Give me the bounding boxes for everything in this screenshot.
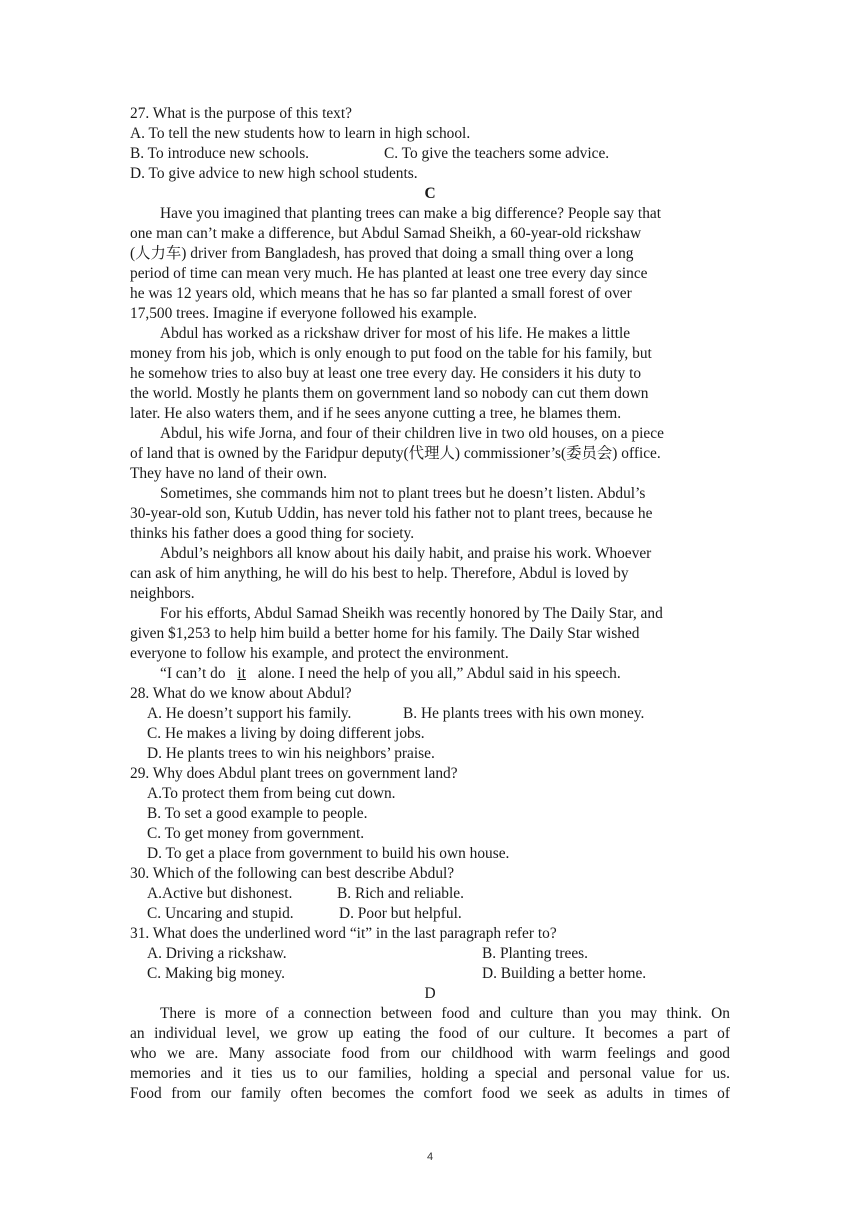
passage-c-line: period of time can mean very much. He has planted at least one tree every day since [130, 265, 648, 282]
passage-c-line: one man can’t make a difference, but Abdul Samad Sheikh, a 60-year-old rickshaw [130, 225, 642, 242]
passage-c-line: For his efforts, Abdul Samad Sheikh was recently honored by The Daily Star, and [160, 605, 663, 622]
q30-options-ab [130, 884, 730, 904]
q29-option-c: C. To get money from government. [147, 825, 365, 842]
q31-options-cd [130, 964, 730, 984]
passage-c-line: he was 12 years old, which means that he has so far planted a small forest of over [130, 285, 632, 302]
passage-c-line: given $1,253 to help him build a better home for his family. The Daily Star wished [130, 625, 640, 642]
quote-before: “I can’t do [160, 665, 226, 682]
q31-option-d: D. Building a better home. [482, 965, 647, 982]
passage-c-line: neighbors. [130, 585, 195, 602]
q27-stem: 27. What is the purpose of this text? [130, 105, 352, 122]
q30-option-b: B. Rich and reliable. [337, 885, 464, 902]
q30-options-cd [130, 904, 730, 924]
passage-c-line: can ask of him anything, he will do his best to help. Therefore, Abdul is loved by [130, 565, 629, 582]
passage-c-line: (人力车) driver from Bangladesh, has proved that doing a small thing over a long [130, 245, 634, 262]
q29-stem: 29. Why does Abdul plant trees on government land? [130, 765, 458, 782]
passage-d-line: who we are. Many associate food from our childhood with warm feelings and good [130, 1045, 730, 1062]
passage-c-line: the world. Mostly he plants them on government land so nobody can cut them down [130, 385, 649, 402]
quote-after: alone. I need the help of you all,” Abdul said in his speech. [257, 665, 621, 682]
q31-stem: 31. What does the underlined word “it” in the last paragraph refer to? [130, 925, 557, 942]
q31-option-b: B. Planting trees. [482, 945, 589, 962]
q27-option-b: B. To introduce new schools. [130, 145, 310, 162]
q31-options-ab [130, 944, 730, 964]
passage-c-line: 30-year-old son, Kutub Uddin, has never told his father not to plant trees, because he [130, 505, 653, 522]
passage-c-line: money from his job, which is only enough to put food on the table for his family, but [130, 345, 652, 362]
passage-c-line: later. He also waters them, and if he sees anyone cutting a tree, he blames them. [130, 405, 622, 422]
passage-c-line: They have no land of their own. [130, 465, 328, 482]
passage-c-line: 17,500 trees. Imagine if everyone followed his example. [130, 305, 478, 322]
passage-c-quote [130, 664, 730, 684]
q28-stem: 28. What do we know about Abdul? [130, 685, 352, 702]
q27-option-c: C. To give the teachers some advice. [384, 145, 610, 162]
passage-c-heading: C [424, 185, 436, 202]
passage-c-line: everyone to follow his example, and protect the environment. [130, 645, 509, 662]
q30-stem: 30. Which of the following can best describe Abdul? [130, 865, 455, 882]
page-content [130, 104, 730, 1104]
q28-options-ab [130, 704, 730, 724]
passage-c-line: of land that is owned by the Faridpur deputy(代理人) commissioner’s(委员会) office. [130, 445, 661, 462]
q27-option-a: A. To tell the new students how to learn in high school. [130, 125, 471, 142]
passage-d-line: Food from our family often becomes the comfort food we seek as adults in times of [130, 1085, 730, 1102]
underlined-word: it [237, 665, 246, 682]
page-number: 4 [426, 1151, 434, 1163]
q30-option-c: C. Uncaring and stupid. [147, 905, 294, 922]
passage-c-line: Have you imagined that planting trees can make a big difference? People say that [160, 205, 662, 222]
q31-option-a: A. Driving a rickshaw. [147, 945, 287, 962]
passage-c-line: thinks his father does a good thing for society. [130, 525, 415, 542]
passage-d-line: There is more of a connection between food and culture than you may think. On [160, 1005, 730, 1022]
passage-d-line: memories and it ties us to our families, holding a special and personal value for us. [130, 1065, 730, 1082]
q29-option-d: D. To get a place from government to build his own house. [147, 845, 510, 862]
q28-option-b: B. He plants trees with his own money. [403, 705, 645, 722]
passage-c-line: Abdul’s neighbors all know about his daily habit, and praise his work. Whoever [160, 545, 652, 562]
passage-c-line: Sometimes, she commands him not to plant trees but he doesn’t listen. Abdul’s [160, 485, 646, 502]
q31-option-c: C. Making big money. [147, 965, 285, 982]
q28-option-c: C. He makes a living by doing different jobs. [147, 725, 425, 742]
passage-c-line: Abdul has worked as a rickshaw driver for most of his life. He makes a little [160, 325, 631, 342]
q30-option-d: D. Poor but helpful. [339, 905, 462, 922]
q28-option-d: D. He plants trees to win his neighbors’ praise. [147, 745, 435, 762]
q28-option-a: A. He doesn’t support his family. [147, 705, 352, 722]
q27-option-d: D. To give advice to new high school students. [130, 165, 418, 182]
passage-d-line: an individual level, we grow up eating the food of our culture. It becomes a part of [130, 1025, 730, 1042]
q29-option-b: B. To set a good example to people. [147, 805, 368, 822]
q30-option-a: A.Active but dishonest. [147, 885, 293, 902]
passage-c-line: Abdul, his wife Jorna, and four of their children live in two old houses, on a piece [160, 425, 664, 442]
q27-options-bc [130, 144, 730, 164]
q29-option-a: A.To protect them from being cut down. [147, 785, 396, 802]
passage-d-heading: D [424, 985, 436, 1002]
passage-c-line: he somehow tries to also buy at least one tree every day. He considers it his duty to [130, 365, 642, 382]
